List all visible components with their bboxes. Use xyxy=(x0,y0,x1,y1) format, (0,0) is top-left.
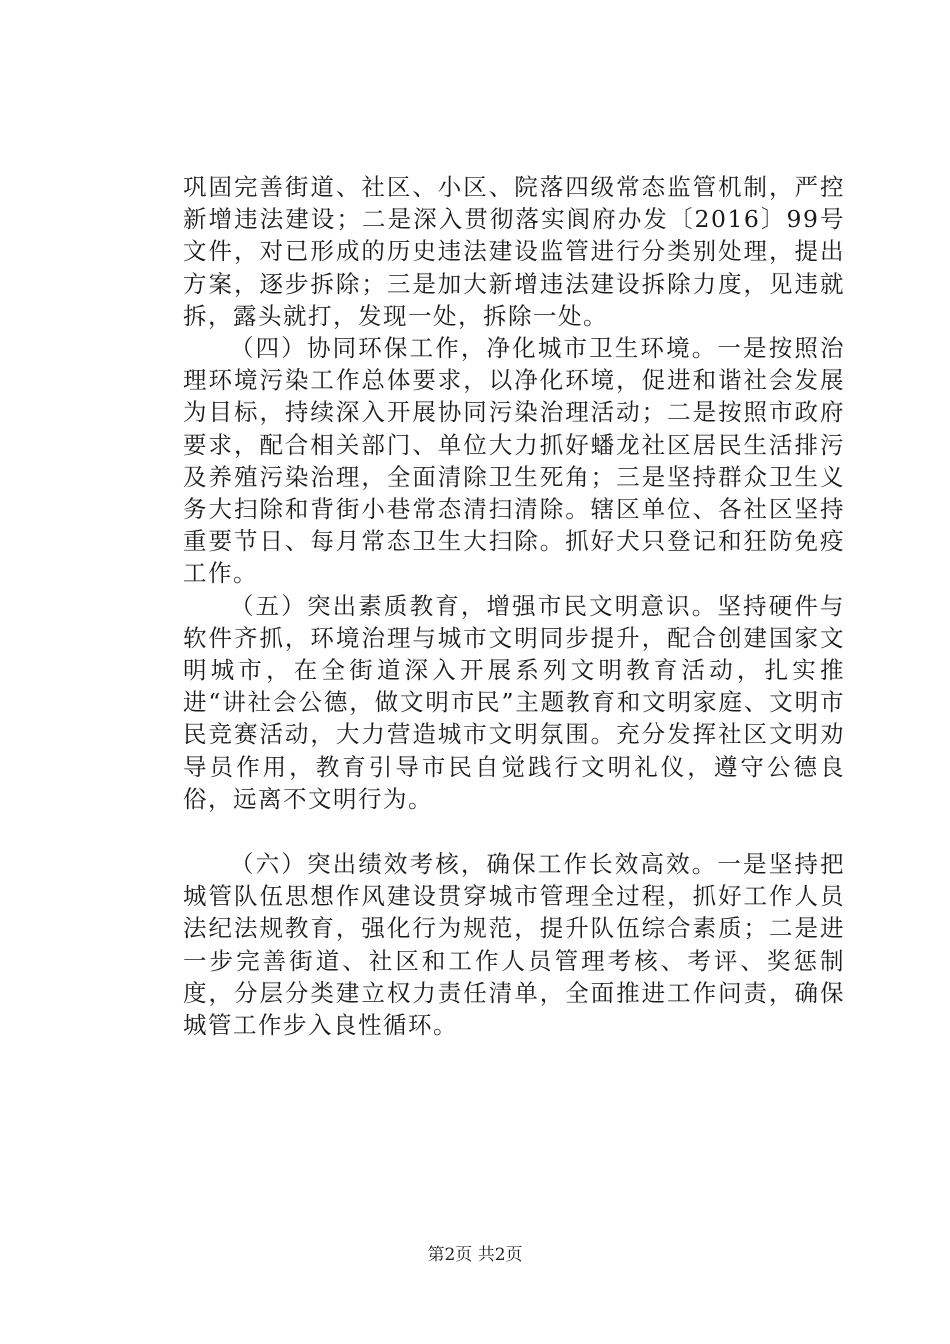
document-body xyxy=(183,171,845,1041)
page-footer: 第2页 共2页 xyxy=(427,1245,523,1265)
paragraph-section-5: （五）突出素质教育，增强市民文明意识。坚持硬件与软件齐抓，环境治理与城市文明同步提升，配合创建国家文明城市，在全街道深入开展系列文明教育活动，扎实推进“讲社会公德，做文明市民”主题教育和文明家庭、文明市民竞赛活动，大力营造城市文明氛围。充分发挥社区文明劝导员作用，教育引导市民自觉践行文明礼仪，遵守公德良俗，远离不文明行为。 xyxy=(183,591,845,813)
paragraph-section-4: （四）协同环保工作，净化城市卫生环境。一是按照治理环境污染工作总体要求，以净化环境，促进和谐社会发展为目标，持续深入开展协同污染治理活动；二是按照市政府要求，配合相关部门、单位大力抓好蟠龙社区居民生活排污及养殖污染治理，全面清除卫生死角；三是坚持群众卫生义务大扫除和背街小巷常态清扫清除。辖区单位、各社区坚持重要节日、每月常态卫生大扫除。抓好犬只登记和狂防免疫工作。 xyxy=(183,334,845,588)
paragraph-continuation: 巩固完善街道、社区、小区、院落四级常态监管机制，严控新增违法建设；二是深入贯彻落实阆府办发〔2016〕99号文件，对已形成的历史违法建设监管进行分类别处理，提出方案，逐步拆除；三是加大新增违法建设拆除力度，见违就拆，露头就打，发现一处，拆除一处。 xyxy=(183,173,845,330)
paragraph-section-6: （六）突出绩效考核，确保工作长效高效。一是坚持把城管队伍思想作风建设贯穿城市管理全过程，抓好工作人员法纪法规教育，强化行为规范，提升队伍综合素质；二是进一步完善街道、社区和工作人员管理考核、考评、奖惩制度，分层分类建立权力责任清单，全面推进工作问责，确保城管工作步入良性循环。 xyxy=(183,850,845,1040)
